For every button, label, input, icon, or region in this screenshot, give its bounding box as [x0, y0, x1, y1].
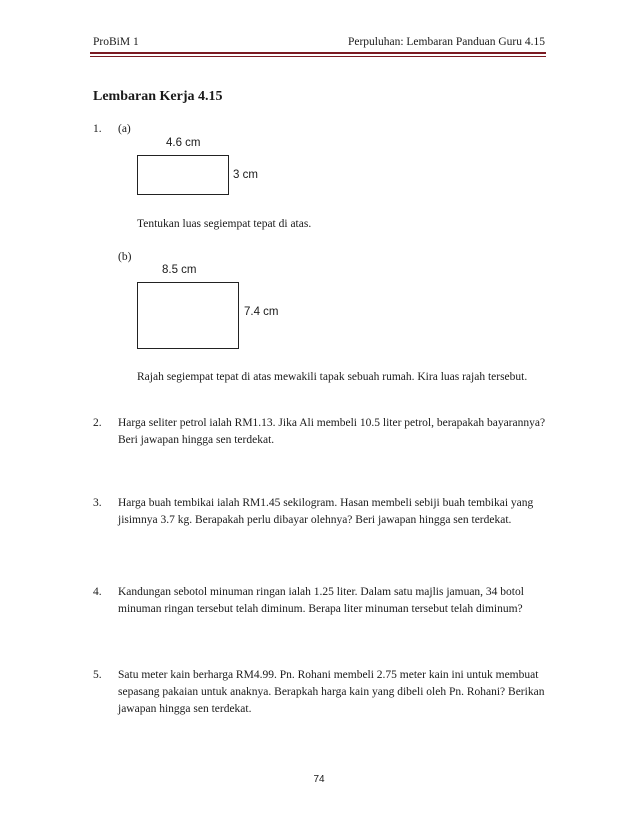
q1a-height-label: 3 cm: [233, 169, 258, 181]
q4-number: 4.: [93, 586, 102, 598]
q1a-width-label: 4.6 cm: [166, 137, 201, 149]
q1a-label: (a): [118, 123, 131, 135]
q5-number: 5.: [93, 669, 102, 681]
page-number: 74: [313, 774, 325, 785]
q5-line2: sepasang pakaian untuk anaknya. Berapkah harga kain yang dibeli oleh Pn. Rohani? Berikan: [118, 686, 545, 698]
header-left: ProBiM 1: [93, 36, 139, 48]
q1a-text: Tentukan luas segiempat tepat di atas.: [137, 218, 312, 230]
header-rule-thin: [90, 56, 546, 57]
q3-line1: Harga buah tembikai ialah RM1.45 sekilogram. Hasan membeli sebiji buah tembikai yang: [118, 497, 534, 509]
q4-line2: minuman ringan tersebut telah diminum. Berapa liter minuman tersebut telah diminum?: [118, 603, 523, 615]
q2-number: 2.: [93, 417, 102, 429]
q3-line2: jisimnya 3.7 kg. Berapakah perlu dibayar olehnya? Beri jawapan hingga sen terdekat.: [118, 514, 512, 526]
q1b-height-label: 7.4 cm: [244, 306, 279, 318]
q1b-width-label: 8.5 cm: [162, 264, 197, 276]
q2-line1: Harga seliter petrol ialah RM1.13. Jika Ali membeli 10.5 liter petrol, berapakah bayarannya?: [118, 417, 546, 429]
q1b-label: (b): [118, 251, 132, 263]
q1b-text: Rajah segiempat tepat di atas mewakili tapak sebuah rumah. Kira luas rajah tersebut.: [137, 371, 528, 383]
q4-line1: Kandungan sebotol minuman ringan ialah 1.25 liter. Dalam satu majlis jamuan, 34 botol: [118, 586, 524, 598]
q1b-rectangle: [137, 282, 239, 349]
q1a-rectangle: [137, 155, 229, 195]
q5-line1: Satu meter kain berharga RM4.99. Pn. Rohani membeli 2.75 meter kain ini untuk membuat: [118, 669, 539, 681]
header-rule: [90, 52, 546, 54]
q1-number: 1.: [93, 123, 102, 135]
page-title: Lembaran Kerja 4.15: [93, 89, 223, 104]
q2-line2: Beri jawapan hingga sen terdekat.: [118, 434, 275, 446]
q3-number: 3.: [93, 497, 102, 509]
q5-line3: jawapan hingga sen terdekat.: [118, 703, 252, 715]
header-right: Perpuluhan: Lembaran Panduan Guru 4.15: [347, 36, 545, 48]
